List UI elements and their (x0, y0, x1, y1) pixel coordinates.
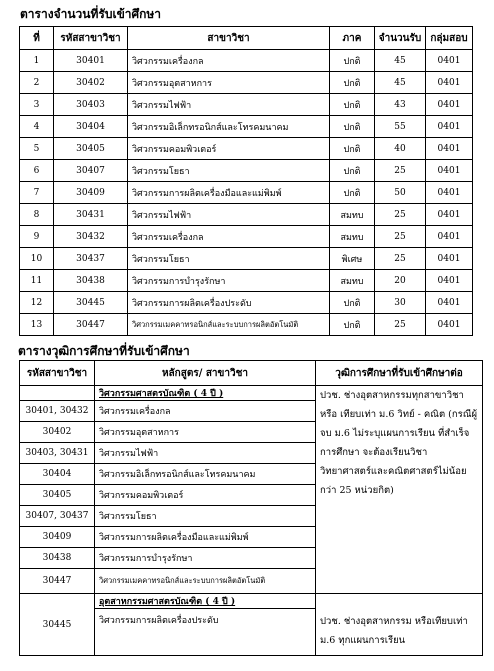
quota-row (20, 72, 473, 94)
quota-table-title: ตารางจำนวนที่รับเข้าศึกษา (20, 7, 162, 21)
quota-no: 2 (20, 72, 54, 94)
quota-code: 30447 (54, 314, 128, 336)
quota-seats: 25 (375, 160, 426, 182)
header-group: กลุ่มสอบ (426, 27, 473, 50)
edu-program: วิศวกรรมอุตสาหการ (95, 422, 316, 443)
edu-program: วิศวกรรมคอมพิวเตอร์ (95, 485, 316, 506)
quota-seats: 25 (375, 248, 426, 270)
quota-code: 30438 (54, 270, 128, 292)
quota-seats: 25 (375, 314, 426, 336)
edu-code: 30407, 30437 (20, 506, 95, 527)
header-seats: จำนวนรับ (375, 27, 426, 50)
edu-program: วิศวกรรมไฟฟ้า (95, 443, 316, 464)
quota-group: 0401 (426, 270, 473, 292)
quota-major: วิศวกรรมโยธา (128, 160, 330, 182)
quota-term: ปกติ (330, 138, 375, 160)
edu-code: 30404 (20, 464, 95, 485)
quota-term: ปกติ (330, 50, 375, 72)
quota-seats: 43 (375, 94, 426, 116)
quota-group: 0401 (426, 314, 473, 336)
quota-code: 30404 (54, 116, 128, 138)
edu-group2-code: 30445 (20, 594, 95, 656)
quota-code: 30432 (54, 226, 128, 248)
quota-no: 1 (20, 50, 54, 72)
quota-group: 0401 (426, 182, 473, 204)
quota-group: 0401 (426, 50, 473, 72)
quota-row (20, 160, 473, 182)
quota-code: 30409 (54, 182, 128, 204)
quota-term: สมทบ (330, 226, 375, 248)
edu-program: วิศวกรรมโยธา (95, 506, 316, 527)
edu-table-title: ตารางวุฒิการศึกษาที่รับเข้าศึกษา (18, 344, 190, 358)
edu-code: 30401, 30432 (20, 401, 95, 422)
quota-major: วิศวกรรมไฟฟ้า (128, 204, 330, 226)
quota-row (20, 138, 473, 160)
edu-group1-title: วิศวกรรมศาสตรบัณฑิต ( 4 ปี ) (95, 386, 316, 401)
header-program: หลักสูตร/ สาขาวิชา (95, 361, 316, 386)
quota-no: 13 (20, 314, 54, 336)
quota-group: 0401 (426, 94, 473, 116)
quota-no: 6 (20, 160, 54, 182)
quota-major: วิศวกรรมคอมพิวเตอร์ (128, 138, 330, 160)
quota-code: 30431 (54, 204, 128, 226)
quota-term: ปกติ (330, 94, 375, 116)
header-edu-code: รหัสสาขาวิชา (20, 361, 95, 386)
quota-term: ปกติ (330, 160, 375, 182)
edu-group1-row (20, 386, 483, 401)
quota-seats: 45 (375, 50, 426, 72)
quota-major: วิศวกรรมอิเล็กทรอนิกส์และโทรคมนาคม (128, 116, 330, 138)
quota-major: วิศวกรรมเครื่องกล (128, 226, 330, 248)
edu-group2-requirement: ปวช. ช่างอุตสาหกรรม หรือเทียบเท่า ม.6 ทุกแผนการเรียน (316, 594, 483, 656)
quota-seats: 25 (375, 204, 426, 226)
edu-program: วิศวกรรมการบำรุงรักษา (95, 548, 316, 569)
header-code: รหัสสาขาวิชา (54, 27, 128, 50)
quota-code: 30401 (54, 50, 128, 72)
quota-no: 11 (20, 270, 54, 292)
edu-program: วิศวกรรมเครื่องกล (95, 401, 316, 422)
quota-row (20, 314, 473, 336)
quota-table (19, 26, 473, 336)
quota-group: 0401 (426, 248, 473, 270)
edu-code: 30405 (20, 485, 95, 506)
quota-group: 0401 (426, 226, 473, 248)
quota-term: ปกติ (330, 182, 375, 204)
header-requirement: วุฒิการศึกษาที่รับเข้าศึกษาต่อ (316, 361, 483, 386)
quota-code: 30403 (54, 94, 128, 116)
quota-major: วิศวกรรมไฟฟ้า (128, 94, 330, 116)
quota-major: วิศวกรรมอุตสาหการ (128, 72, 330, 94)
quota-major: วิศวกรรมเมคคาทรอนิกส์และระบบการผลิตอัตโนมัติ (128, 314, 330, 336)
quota-seats: 25 (375, 226, 426, 248)
edu-code: 30447 (20, 569, 95, 594)
quota-group: 0401 (426, 116, 473, 138)
header-term: ภาค (330, 27, 375, 50)
quota-code: 30445 (54, 292, 128, 314)
header-no: ที่ (20, 27, 54, 50)
quota-no: 5 (20, 138, 54, 160)
quota-row (20, 50, 473, 72)
quota-major: วิศวกรรมการผลิตเครื่องประดับ (128, 292, 330, 314)
quota-group: 0401 (426, 292, 473, 314)
quota-group: 0401 (426, 160, 473, 182)
quota-code: 30407 (54, 160, 128, 182)
quota-row (20, 270, 473, 292)
quota-code: 30437 (54, 248, 128, 270)
quota-term: ปกติ (330, 314, 375, 336)
edu-group1-requirement: ปวช. ช่างอุตสาหกรรมทุกสาขาวิชา หรือ เทียบเท่า ม.6 วิทย์ - คณิต (กรณีผู้จบ ม.6 ไม่ระบุแผนการเรียน ที่สำเร็จการศึกษา จะต้องเรียนวิชา วิทยาศาสตร์และคณิตศาสตร์ไม่น้อย กว่า 25 หน่วยกิต) (316, 386, 483, 594)
edu-header-row (20, 361, 483, 386)
quota-group: 0401 (426, 138, 473, 160)
quota-no: 3 (20, 94, 54, 116)
quota-code: 30402 (54, 72, 128, 94)
quota-term: สมทบ (330, 204, 375, 226)
quota-seats: 55 (375, 116, 426, 138)
edu-program: วิศวกรรมการผลิตเครื่องประดับ (95, 609, 316, 656)
edu-group2-title: อุตสาหกรรมศาสตรบัณฑิต ( 4 ปี ) (95, 594, 316, 609)
edu-program: วิศวกรรมเมคคาทรอนิกส์และระบบการผลิตอัตโนมัติ (95, 569, 316, 594)
header-major: สาขาวิชา (128, 27, 330, 50)
quota-row (20, 292, 473, 314)
quota-row (20, 226, 473, 248)
quota-row (20, 248, 473, 270)
quota-seats: 20 (375, 270, 426, 292)
quota-header-row (20, 27, 473, 50)
quota-code: 30405 (54, 138, 128, 160)
quota-no: 9 (20, 226, 54, 248)
quota-seats: 30 (375, 292, 426, 314)
quota-major: วิศวกรรมโยธา (128, 248, 330, 270)
edu-group1-code-blank (20, 386, 95, 401)
quota-no: 12 (20, 292, 54, 314)
quota-no: 8 (20, 204, 54, 226)
quota-term: พิเศษ (330, 248, 375, 270)
quota-seats: 45 (375, 72, 426, 94)
quota-group: 0401 (426, 72, 473, 94)
edu-code: 30402 (20, 422, 95, 443)
quota-major: วิศวกรรมการผลิตเครื่องมือและแม่พิมพ์ (128, 182, 330, 204)
quota-term: สมทบ (330, 270, 375, 292)
quota-major: วิศวกรรมการบำรุงรักษา (128, 270, 330, 292)
quota-row (20, 94, 473, 116)
quota-group: 0401 (426, 204, 473, 226)
quota-row (20, 182, 473, 204)
edu-group2-row (20, 594, 483, 609)
edu-code: 30403, 30431 (20, 443, 95, 464)
quota-seats: 50 (375, 182, 426, 204)
quota-row (20, 116, 473, 138)
edu-program: วิศวกรรมอิเล็กทรอนิกส์และโทรคมนาคม (95, 464, 316, 485)
quota-no: 10 (20, 248, 54, 270)
education-table (19, 360, 483, 656)
quota-term: ปกติ (330, 72, 375, 94)
quota-no: 4 (20, 116, 54, 138)
quota-seats: 40 (375, 138, 426, 160)
quota-row (20, 204, 473, 226)
quota-major: วิศวกรรมเครื่องกล (128, 50, 330, 72)
edu-code: 30409 (20, 527, 95, 548)
edu-program: วิศวกรรมการผลิตเครื่องมือและแม่พิมพ์ (95, 527, 316, 548)
quota-no: 7 (20, 182, 54, 204)
quota-term: ปกติ (330, 116, 375, 138)
quota-term: ปกติ (330, 292, 375, 314)
edu-code: 30438 (20, 548, 95, 569)
